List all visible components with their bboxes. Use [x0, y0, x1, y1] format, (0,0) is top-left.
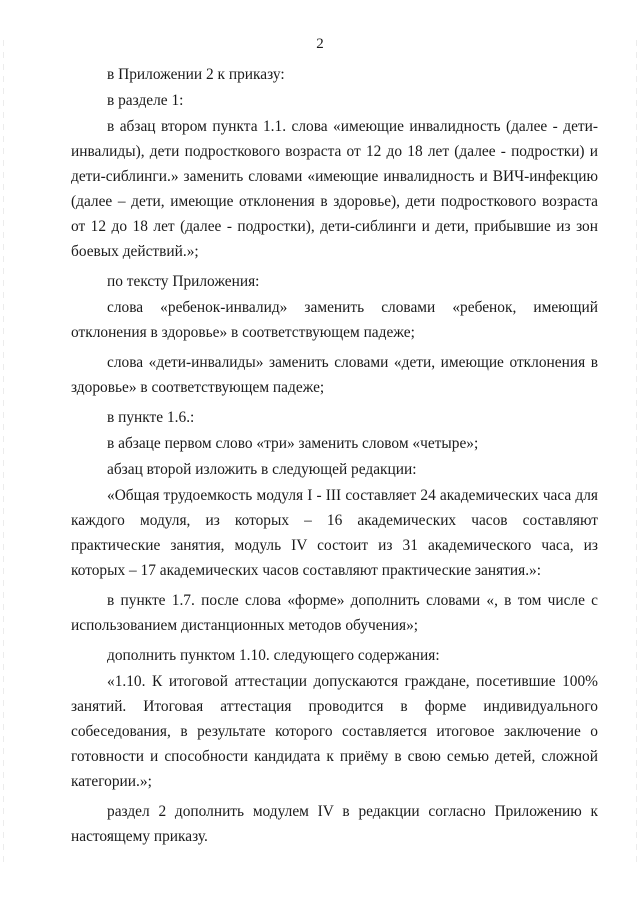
paragraph-section-1: в разделе 1: [107, 92, 184, 109]
paragraph-second-restate: абзац второй изложить в следующей редакции: [107, 461, 417, 478]
paragraph-first-word-change: в абзаце первом слово «три» заменить словом «четыре»; [107, 435, 479, 452]
paragraph-workload-quote: «Общая трудоемкость модуля I - III составляет 24 академических часа для каждого модуля, из которых – 16 академических часов составляют практические занятия, модуль IV состоит из 31 академического часа, из которых – 17 академических часов составляют практические занятия.»: [71, 487, 598, 579]
paragraph-add-item-1-10: дополнить пунктом 1.10. следующего содержания: [107, 647, 440, 664]
scan-edge-left [3, 40, 4, 865]
scan-edge-right [636, 40, 637, 865]
paragraph-appendix-intro: в Приложении 2 к приказу: [107, 66, 285, 83]
document-body [71, 62, 598, 854]
paragraph-item-1-6: в пункте 1.6.: [107, 409, 195, 426]
paragraph-replace-child-disabled: слова «ребенок-инвалид» заменить словами «ребенок, имеющий отклонения в здоровье» в соответствующем падеже; [71, 299, 598, 341]
paragraph-replace-children-disabled: слова «дети-инвалиды» заменить словами «дети, имеющие отклонения в здоровье» в соответствующем падеже; [71, 354, 598, 396]
page-number: 2 [316, 36, 324, 52]
paragraph-throughout-text: по тексту Приложения: [107, 273, 260, 290]
paragraph-section-2-module-iv: раздел 2 дополнить модулем IV в редакции согласно Приложению к настоящему приказу. [71, 803, 598, 845]
paragraph-item-1-7: в пункте 1.7. после слова «форме» дополнить словами «, в том числе с использованием дистанционных методов обучения»; [71, 592, 598, 634]
paragraph-item-1-1: в абзац втором пункта 1.1. слова «имеющие инвалидность (далее - дети-инвалиды), дети подросткового возраста от 12 до 18 лет (далее - подростки) и дети-сиблинги.» заменить словами «имеющие инвалидность и ВИЧ-инфекцию (далее – дети, имеющие отклонения в здоровье), дети подросткового возраста от 12 до 18 лет (далее - подростки), дети-сиблинги и дети, прибывшие из зон боевых действий.»; [71, 118, 598, 260]
paragraph-item-1-10-quote: «1.10. К итоговой аттестации допускаются граждане, посетившие 100% занятий. Итоговая аттестация проводится в форме индивидуального собеседования, в результате которого составляется итоговое заключение о готовности и способности кандидата к приёму в свою семью детей, сложной категории.»; [71, 673, 598, 790]
